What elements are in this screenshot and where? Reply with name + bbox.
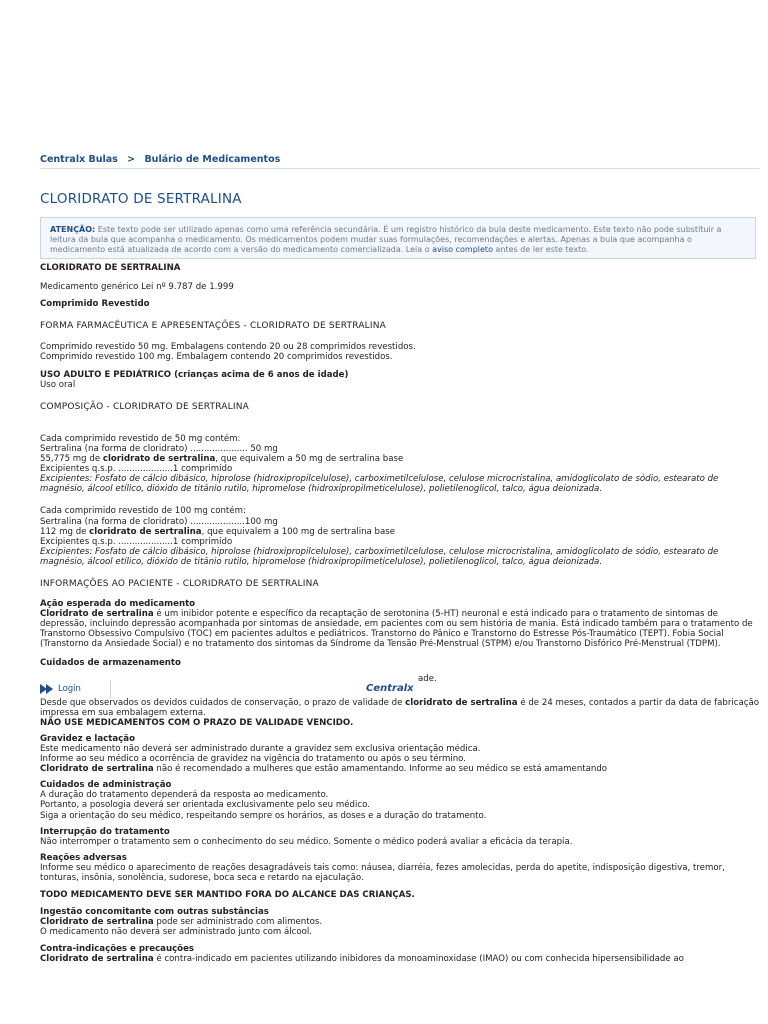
notice-text: Este texto pode ser utilizado apenas como uma referência secundária. É um registro histórico da bula deste medicamento. Este texto não pode substituir a leitura da bula que acompanha o medicamento. Os medicamentos podem mudar suas formulações, recomendações e alertas. Apenas a bula que acompanha o medicamento está atualizada de acordo com a versão do medicamento comercializada. Leia o bbox=[50, 225, 722, 254]
administracao-line1: A duração do tratamento dependerá da resposta ao medicamento. bbox=[40, 790, 329, 801]
expired-warning: NÃO USE MEDICAMENTOS COM O PRAZO DE VALIDADE VENCIDO. bbox=[40, 717, 354, 728]
usage-route: Uso oral bbox=[40, 379, 76, 390]
contra-heading: Contra-indicações e precauções bbox=[40, 943, 195, 954]
comp100-line2: Sertralina (na forma de cloridrato) ....................100 mg bbox=[40, 516, 278, 527]
dosage-form: Comprimido Revestido bbox=[40, 299, 150, 310]
validade-text: Desde que observados os devidos cuidados de conservação, o prazo de validade de cloridrato de sertralina é de 24 meses, contados a partir da data de fabricação impressa em sua embalagem externa. bbox=[40, 697, 760, 718]
drug-name: CLORIDRATO DE SERTRALINA bbox=[40, 263, 181, 273]
administracao-line3: Siga a orientação do seu médico, respeitando sempre os horários, as doses e a duração do tratamento. bbox=[40, 810, 487, 821]
comp50-line4: Excipientes q.s.p. ....................1 comprimido bbox=[40, 464, 233, 475]
breadcrumb-separator: > bbox=[127, 154, 136, 165]
comp50-line2: Sertralina (na forma de cloridrato) ..................... 50 mg bbox=[40, 443, 278, 454]
section-informacoes: INFORMAÇÕES AO PACIENTE - CLORIDRATO DE SERTRALINA bbox=[40, 578, 319, 589]
administracao-line2: Portanto, a posologia deverá ser orientada exclusivamente pelo seu médico. bbox=[40, 800, 370, 811]
gravidez-line2: Informe ao seu médico a ocorrência de gravidez na vigência do tratamento ou após o seu término. bbox=[40, 754, 467, 765]
full-notice-link[interactable]: aviso completo bbox=[432, 245, 493, 254]
usage-age: USO ADULTO E PEDIÁTRICO (crianças acima de 6 anos de idade) bbox=[40, 369, 349, 380]
notice-text-end: antes de ler este texto. bbox=[492, 245, 589, 254]
comp100-line4: Excipientes q.s.p. ....................1 comprimido bbox=[40, 536, 233, 547]
breadcrumb-current-link[interactable]: Bulário de Medicamentos bbox=[144, 154, 281, 165]
comp100-line1: Cada comprimido revestido de 100 mg contém: bbox=[40, 506, 246, 517]
gravidez-heading: Gravidez e lactação bbox=[40, 733, 135, 744]
contra-text: Cloridrato de sertralina é contra-indicado em pacientes utilizando inibidores da monoaminoxidase (IMAO) ou com conhecida hipersensibilidade ao bbox=[40, 953, 684, 964]
acao-heading: Ação esperada do medicamento bbox=[40, 599, 196, 610]
toolbar-divider bbox=[110, 680, 111, 698]
interrupcao-heading: Interrupção do tratamento bbox=[40, 826, 170, 837]
administracao-heading: Cuidados de administração bbox=[40, 780, 172, 791]
ingestao-line1: Cloridrato de sertralina pode ser administrado com alimentos. bbox=[40, 917, 323, 928]
breadcrumb bbox=[40, 154, 280, 165]
interrupcao-text: Não interromper o tratamento sem o conhecimento do seu médico. Somente o médico poderá avaliar a eficácia da terapia. bbox=[40, 836, 573, 847]
login-toolbar bbox=[36, 674, 760, 698]
page-title: CLORIDRATO DE SERTRALINA bbox=[40, 191, 242, 207]
comp50-excipients: Excipientes: Fosfato de cálcio dibásico, hiprolose (hidroxipropilcelulose), carboximetilcelulose, celulose microcristalina, amidoglicolato de sódio, estearato de magnésio, álcool etílico, dióxido de titânio rutilo, hipromelose (hidroxipropilmeticelulose), polietilenoglicol, talco, água deionizada. bbox=[40, 474, 719, 495]
gravidez-line3: Cloridrato de sertralina não é recomendado a mulheres que estão amamentando. Informe ao seu médico se está amamentando bbox=[40, 764, 608, 775]
ingestao-heading: Ingestão concomitante com outras substâncias bbox=[40, 907, 269, 918]
leaflet-content bbox=[40, 262, 762, 964]
login-label: Login bbox=[58, 684, 81, 694]
double-arrow-icon bbox=[40, 684, 52, 694]
centralx-logo[interactable]: Centralx bbox=[366, 683, 414, 694]
comp100-excipients: Excipientes: Fosfato de cálcio dibásico, hiprolose (hidroxipropilcelulose), carboximetilcelulose, celulose microcristalina, amidoglicolato de sódio, estearato de magnésio, álcool etílico, dióxido de titânio rutilo, hipromelose (hidroxipropilmeticelulose), polietilenoglicol, talco, água deionizada. bbox=[40, 546, 719, 567]
section-composicao: COMPOSIÇÃO - CLORIDRATO DE SERTRALINA bbox=[40, 401, 250, 412]
comp50-line3: 55,775 mg de cloridrato de sertralina, que equivalem a 50 mg de sertralina base bbox=[40, 454, 404, 465]
acao-text: Cloridrato de sertralina é um inibidor potente e específico da recaptação de serotonina (5-HT) neuronal e está indicado para o tratamento de sintomas de depressão, incluindo depressão acompanhada por sintomas de ansiedade, em pacientes com ou sem história de mania. Está indicado também para o tratamento de Transtorno Obsessivo Compulsivo (TOC) em pacientes adultos e pediátricos. Transtorno do Pânico e Transtorno do Estresse Pós-Traumático (TEPT). Fobia Social (Transtorno da Ansiedade Social) e no tratamento dos sintomas da Síndrome da Tensão Pré-Menstrual (STPM) e/ou Transtorno Disfórico Pré-Menstrual (TDPM). bbox=[40, 609, 753, 650]
comp100-line3: 112 mg de cloridrato de sertralina, que equivalem a 100 mg de sertralina base bbox=[40, 526, 396, 537]
generic-law: Medicamento genérico Lei nº 9.787 de 1.999 bbox=[40, 282, 234, 293]
ingestao-line2: O medicamento não deverá ser administrado junto com álcool. bbox=[40, 927, 312, 938]
section-forma: FORMA FARMACÊUTICA E APRESENTAÇÕES - CLORIDRATO DE SERTRALINA bbox=[40, 321, 387, 332]
children-warning: TODO MEDICAMENTO DEVE SER MANTIDO FORA DO ALCANCE DAS CRIANÇAS. bbox=[40, 890, 415, 901]
login-button[interactable] bbox=[40, 682, 106, 696]
notice-lead: ATENÇÃO: bbox=[50, 225, 96, 234]
header-divider bbox=[40, 168, 760, 169]
presentation-100: Comprimido revestido 100 mg. Embalagem contendo 20 comprimidos revestidos. bbox=[40, 352, 393, 363]
breadcrumb-home-link[interactable]: Centralx Bulas bbox=[40, 154, 118, 165]
presentation-50: Comprimido revestido 50 mg. Embalagens contendo 20 ou 28 comprimidos revestidos. bbox=[40, 342, 416, 353]
comp50-line1: Cada comprimido revestido de 50 mg contém: bbox=[40, 433, 241, 444]
hidden-text-fragment: ade. bbox=[418, 674, 437, 684]
reacoes-heading: Reações adversas bbox=[40, 852, 127, 863]
armazenamento-heading: Cuidados de armazenamento bbox=[40, 657, 181, 668]
reacoes-text: Informe seu médico o aparecimento de reações desagradáveis tais como: náusea, diarréia, fezes amolecidas, perda do apetite, indisposição digestiva, tremor, tonturas, insônia, sonolência, sudorese, boca seca e retardo na ejaculação. bbox=[40, 862, 725, 884]
warning-notice bbox=[40, 217, 756, 259]
gravidez-line1: Este medicamento não deverá ser administrado durante a gravidez sem exclusiva orientação médica. bbox=[40, 744, 481, 754]
